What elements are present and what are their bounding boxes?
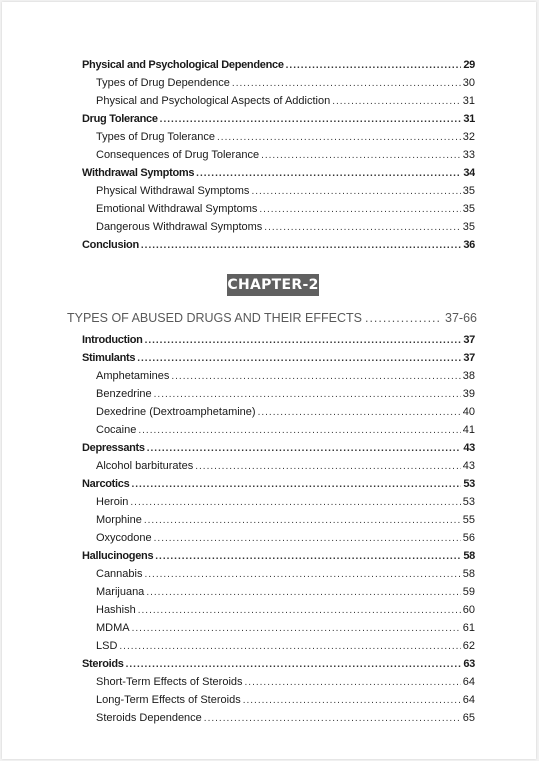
- toc-entry-main: [82, 332, 475, 348]
- toc-entry-title: Narcotics: [82, 478, 130, 490]
- toc-entry-sub: [96, 584, 475, 600]
- toc-entry-sub: [96, 219, 475, 235]
- toc-entry-sub: [96, 566, 475, 582]
- toc-entry-sub: [96, 494, 475, 510]
- toc-dot-leader: [137, 351, 461, 366]
- chapter-title-text: TYPES OF ABUSED DRUGS AND THEIR EFFECTS: [67, 311, 362, 325]
- toc-entry-page: 43: [463, 442, 475, 454]
- toc-entry-title: Introduction: [82, 334, 143, 346]
- toc-entry-sub: [96, 147, 475, 163]
- toc-dot-leader: [171, 369, 460, 384]
- toc-entry-page: 37: [463, 352, 475, 364]
- toc-entry-sub: [96, 129, 475, 145]
- toc-dot-leader: [154, 531, 461, 546]
- toc-entry-sub: [96, 530, 475, 546]
- toc-entry-main: [82, 548, 475, 564]
- toc-entry-page: 40: [462, 406, 475, 418]
- toc-entry-sub: [96, 422, 475, 438]
- toc-entry-title: Alcohol barbiturates: [96, 460, 194, 472]
- toc-entry-page: 43: [462, 460, 475, 472]
- toc-entry-page: 61: [462, 622, 475, 634]
- toc-entry-sub: [96, 93, 475, 109]
- chapter-title-entry: [67, 308, 477, 328]
- toc-entry-sub: [96, 602, 475, 618]
- toc-dot-leader: [141, 238, 461, 253]
- toc-dot-leader: [264, 220, 460, 235]
- toc-dot-leader: [232, 76, 461, 91]
- toc-entry-title: Physical and Psychological Dependence: [82, 59, 284, 71]
- toc-dot-leader: [131, 477, 461, 492]
- toc-entry-sub: [96, 620, 475, 636]
- toc-dot-leader: [145, 333, 462, 348]
- toc-entry-title: Withdrawal Symptoms: [82, 167, 195, 179]
- toc-entry-title: Steroids Dependence: [96, 712, 202, 724]
- toc-entry-sub: [96, 386, 475, 402]
- toc-entry-page: 35: [462, 203, 475, 215]
- toc-dot-leader: [119, 639, 460, 654]
- toc-entry-title: Dexedrine (Dextroamphetamine): [96, 406, 256, 418]
- toc-dot-leader: [251, 184, 460, 199]
- toc-entry-page: 62: [462, 640, 475, 652]
- toc-entry-main: [82, 111, 475, 127]
- toc-entry-page: 35: [462, 185, 475, 197]
- toc-entry-title: Physical and Psychological Aspects of Addiction: [96, 95, 331, 107]
- toc-entry-main: [82, 57, 475, 73]
- toc-entry-page: 53: [462, 496, 475, 508]
- toc-dot-leader: [155, 549, 461, 564]
- toc-dot-leader: [195, 459, 461, 474]
- toc-dot-leader: [258, 405, 461, 420]
- toc-entry-sub: [96, 692, 475, 708]
- toc-entry-page: 58: [463, 550, 475, 562]
- toc-entry-page: 58: [462, 568, 475, 580]
- toc-dot-leader: [243, 693, 461, 708]
- chapter-label-badge: CHAPTER-2: [227, 274, 319, 296]
- toc-entry-title: Hashish: [96, 604, 136, 616]
- toc-entry-main: [82, 350, 475, 366]
- toc-dot-leader: [144, 567, 460, 582]
- toc-entry-title: Oxycodone: [96, 532, 152, 544]
- toc-dot-leader: [261, 148, 461, 163]
- toc-entry-page: 41: [462, 424, 475, 436]
- toc-entry-sub: [96, 458, 475, 474]
- toc-dot-leader: [332, 94, 461, 109]
- toc-entry-page: 32: [462, 131, 475, 143]
- toc-entry-title: Amphetamines: [96, 370, 170, 382]
- toc-entry-title: Drug Tolerance: [82, 113, 158, 125]
- toc-entry-page: 34: [463, 167, 475, 179]
- toc-entry-page: 36: [463, 239, 475, 251]
- toc-entry-main: [82, 237, 475, 253]
- toc-dot-leader: [130, 495, 460, 510]
- toc-entry-sub: [96, 512, 475, 528]
- toc-entry-title: Benzedrine: [96, 388, 152, 400]
- toc-entry-title: Stimulants: [82, 352, 136, 364]
- chapter-title-leader: [365, 308, 442, 328]
- toc-entry-title: Conclusion: [82, 239, 139, 251]
- toc-dot-leader: [126, 657, 462, 672]
- toc-entry-title: Marijuana: [96, 586, 145, 598]
- toc-entry-title: Types of Drug Dependence: [96, 77, 230, 89]
- toc-entry-title: Cocaine: [96, 424, 137, 436]
- toc-entry-main: [82, 656, 475, 672]
- toc-entry-title: Consequences of Drug Tolerance: [96, 149, 260, 161]
- toc-entry-page: 60: [462, 604, 475, 616]
- toc-entry-page: 30: [462, 77, 475, 89]
- toc-entry-title: Long-Term Effects of Steroids: [96, 694, 241, 706]
- toc-entry-page: 31: [462, 95, 475, 107]
- toc-entry-sub: [96, 674, 475, 690]
- toc-entry-title: Hallucinogens: [82, 550, 154, 562]
- toc-entry-title: Steroids: [82, 658, 124, 670]
- toc-entry-page: 63: [463, 658, 475, 670]
- toc-entry-page: 64: [462, 676, 475, 688]
- toc-entry-page: 53: [463, 478, 475, 490]
- toc-entry-page: 38: [462, 370, 475, 382]
- toc-entry-sub: [96, 710, 475, 726]
- toc-entry-title: LSD: [96, 640, 118, 652]
- toc-entry-page: 39: [462, 388, 475, 400]
- toc-entry-page: 56: [462, 532, 475, 544]
- document-page: [2, 2, 536, 759]
- toc-entry-sub: [96, 75, 475, 91]
- toc-entry-page: 65: [462, 712, 475, 724]
- toc-entry-title: Morphine: [96, 514, 142, 526]
- toc-entry-page: 64: [462, 694, 475, 706]
- toc-entry-sub: [96, 368, 475, 384]
- toc-entry-title: Cannabis: [96, 568, 143, 580]
- toc-dot-leader: [138, 423, 460, 438]
- toc-entry-title: Physical Withdrawal Symptoms: [96, 185, 250, 197]
- toc-entry-title: Heroin: [96, 496, 129, 508]
- toc-entry-page: 33: [462, 149, 475, 161]
- toc-dot-leader: [146, 585, 460, 600]
- toc-dot-leader: [196, 166, 461, 181]
- toc-entry-title: MDMA: [96, 622, 130, 634]
- toc-entry-title: Short-Term Effects of Steroids: [96, 676, 243, 688]
- toc-dot-leader: [160, 112, 462, 127]
- toc-entry-page: 31: [463, 113, 475, 125]
- toc-entry-title: Emotional Withdrawal Symptoms: [96, 203, 258, 215]
- toc-entry-page: 29: [463, 59, 475, 71]
- toc-entry-title: Types of Drug Tolerance: [96, 131, 216, 143]
- toc-entry-main: [82, 476, 475, 492]
- toc-entry-page: 55: [462, 514, 475, 526]
- toc-entry-sub: [96, 404, 475, 420]
- toc-dot-leader: [259, 202, 460, 217]
- toc-entry-page: 59: [462, 586, 475, 598]
- toc-entry-sub: [96, 183, 475, 199]
- toc-entry-page: 35: [462, 221, 475, 233]
- toc-entry-page: 37: [463, 334, 475, 346]
- toc-entry-title: Dangerous Withdrawal Symptoms: [96, 221, 263, 233]
- toc-dot-leader: [144, 513, 461, 528]
- chapter-page-range: 37-66: [445, 311, 477, 325]
- toc-entry-main: [82, 440, 475, 456]
- toc-entry-sub: [96, 201, 475, 217]
- toc-dot-leader: [217, 130, 461, 145]
- toc-entry-sub: [96, 638, 475, 654]
- toc-dot-leader: [154, 387, 461, 402]
- toc-dot-leader: [286, 58, 462, 73]
- toc-entry-main: [82, 165, 475, 181]
- toc-dot-leader: [245, 675, 461, 690]
- toc-dot-leader: [147, 441, 462, 456]
- toc-entry-title: Depressants: [82, 442, 145, 454]
- toc-dot-leader: [204, 711, 461, 726]
- toc-dot-leader: [132, 621, 461, 636]
- toc-dot-leader: [138, 603, 461, 618]
